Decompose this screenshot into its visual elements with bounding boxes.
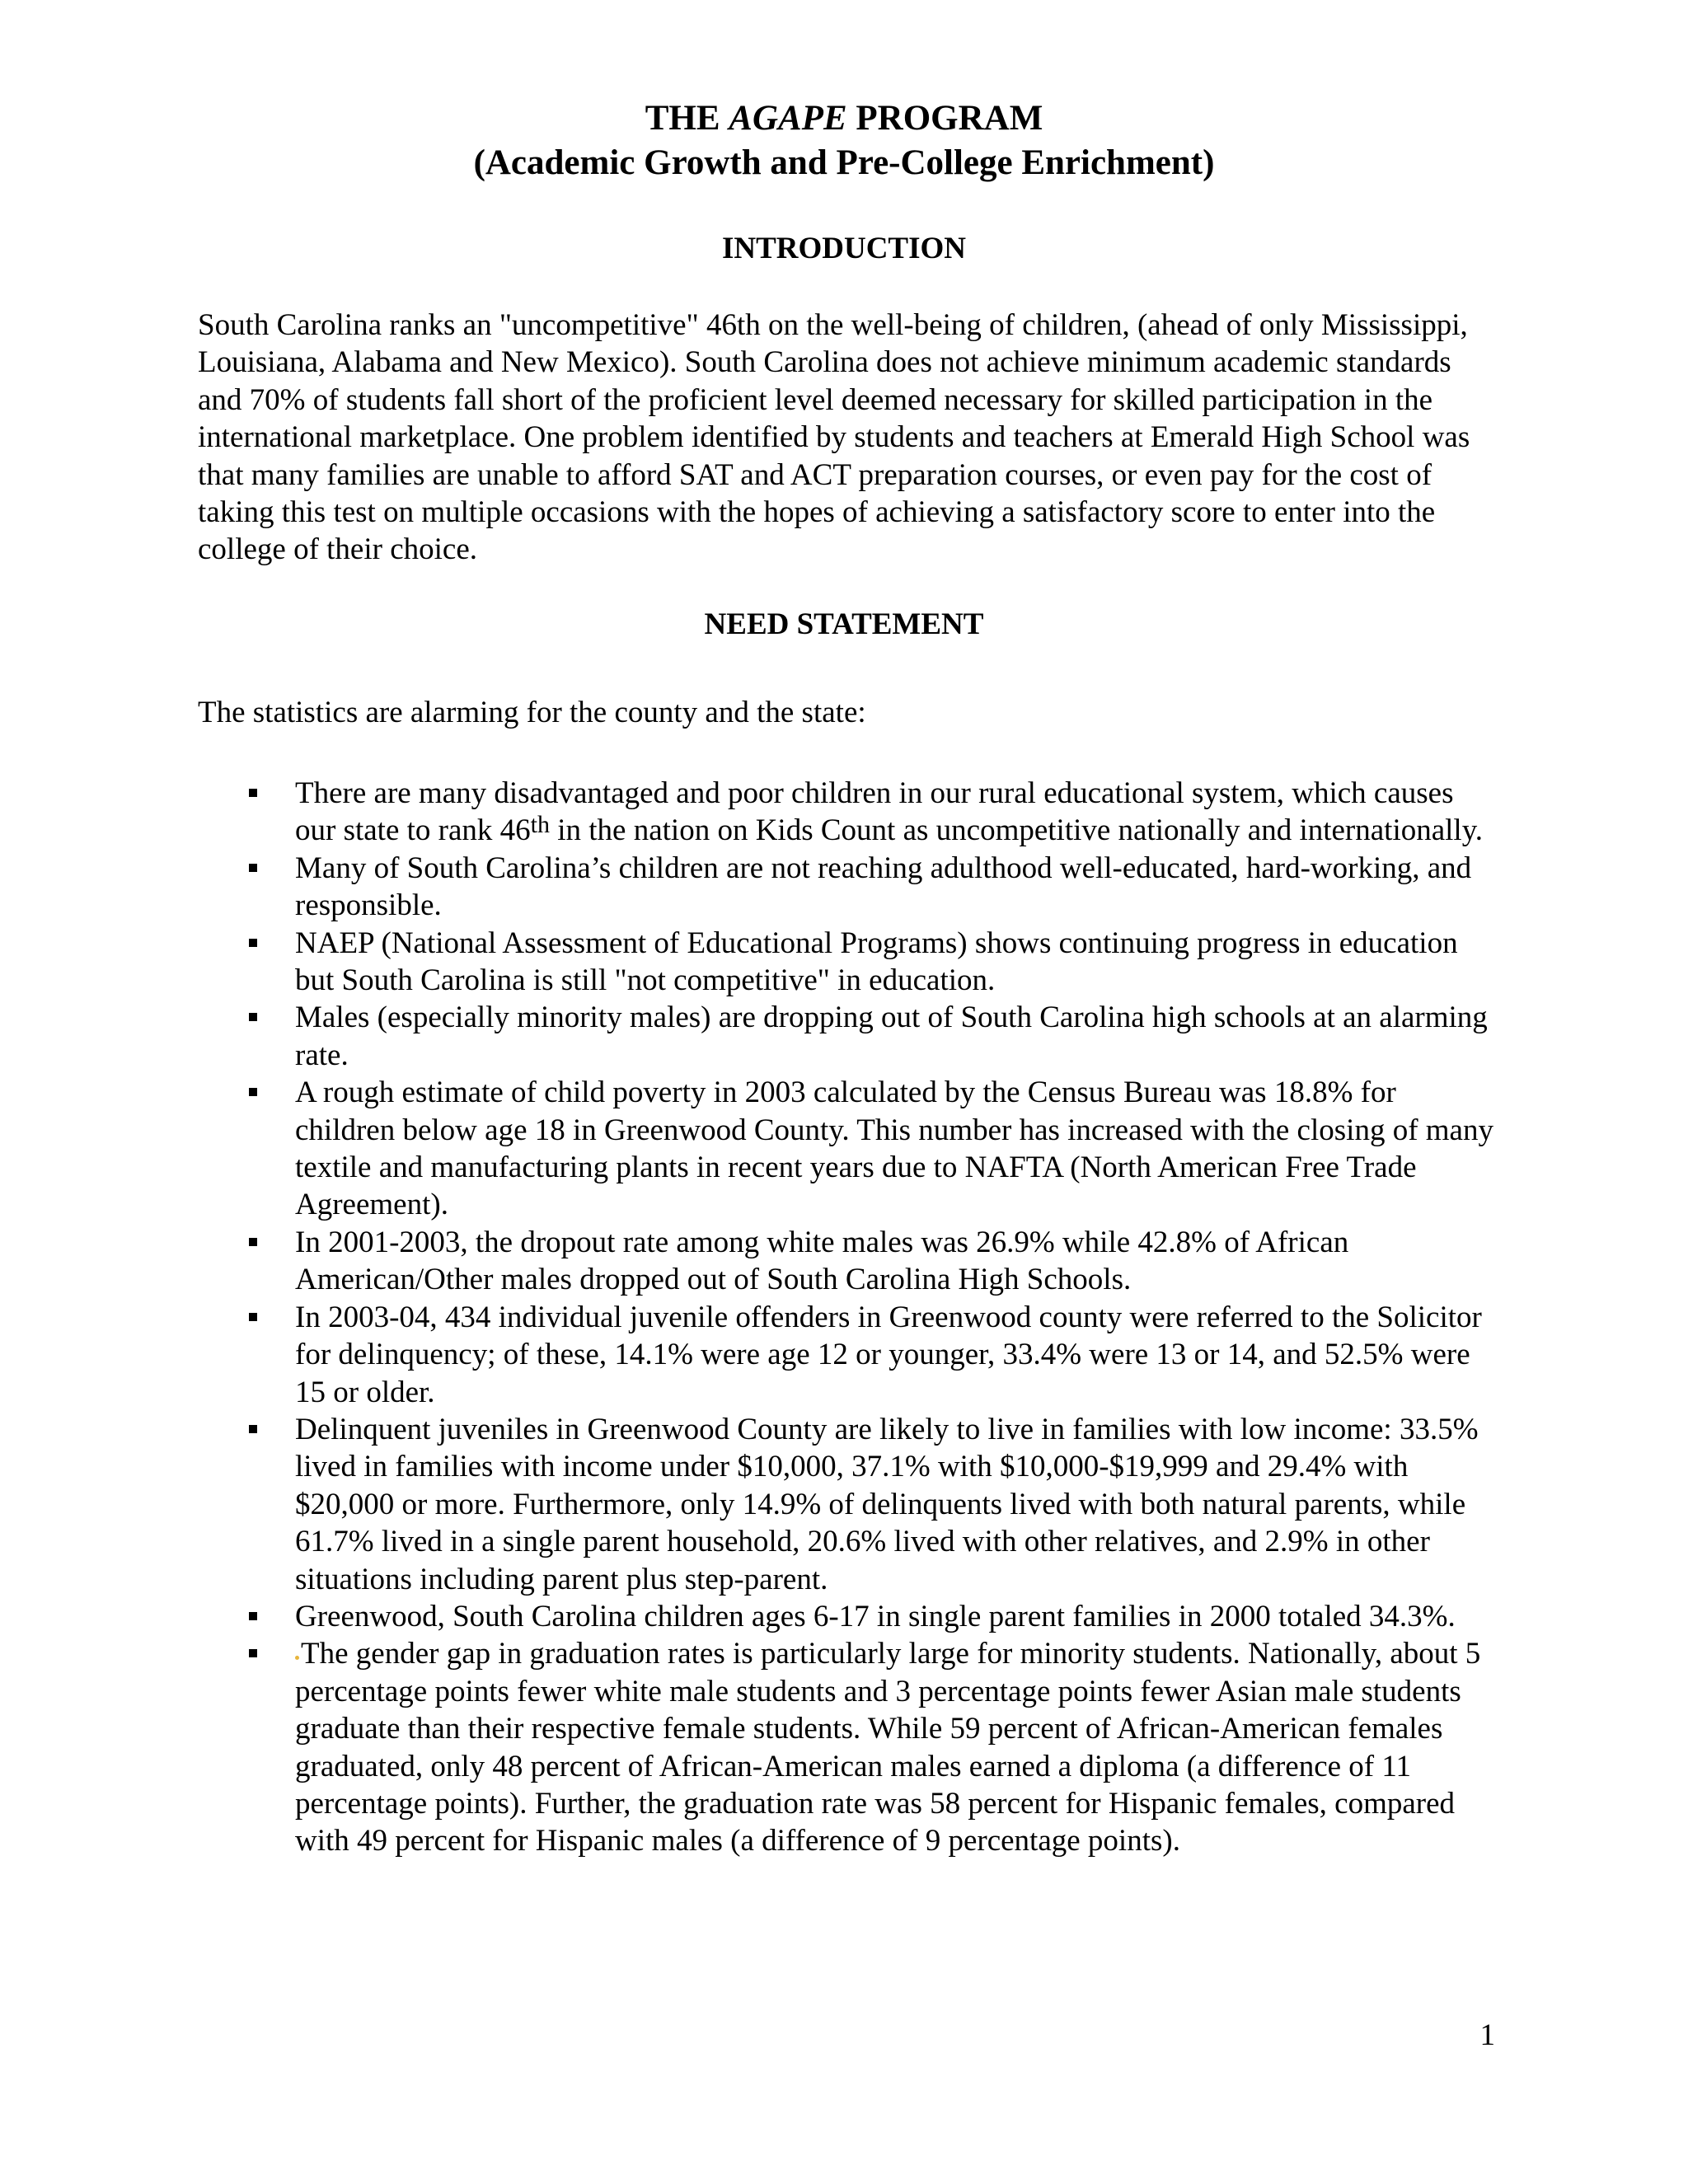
list-item [198, 1598, 1500, 1635]
introduction-paragraph: South Carolina ranks an "uncompetitive" 46th on the well-being of children, (ahead of only Mississippi, Louisiana, Alabama and New Mexico). South Carolina does not achieve minimum academic standards and 70% of students fall short of the proficient level deemed necessary for skilled participation in the international marketplace. One problem identified by students and teachers at Emerald High School was that many families are unable to afford SAT and ACT preparation courses, or even pay for the cost of taking this test on multiple occasions with the hopes of achieving a satisfactory score to enter into the college of their choice. [198, 308, 1470, 567]
square-bullet-icon [249, 789, 257, 797]
list-item [198, 1299, 1500, 1411]
square-bullet-icon [249, 864, 257, 872]
square-bullet-icon [249, 1425, 257, 1433]
list-item-text: In 2001-2003, the dropout rate among white males was 26.9% while 42.8% of African American/Other males dropped out of South Carolina High Schools. [295, 1225, 1349, 1297]
list-item-text: There are many disadvantaged and poor children in our rural educational system, which causes our state to rank 46 [295, 776, 1454, 848]
need-statement-lead: The statistics are alarming for the county and the state: [198, 696, 866, 729]
title-suffix: PROGRAM [856, 99, 1043, 138]
need-statement-heading: NEED STATEMENT [704, 607, 984, 641]
list-item [198, 850, 1500, 925]
ordinal-superscript: th [530, 811, 550, 839]
square-bullet-icon [249, 1612, 257, 1620]
list-item [198, 1411, 1500, 1598]
title-prefix: THE [645, 99, 720, 138]
square-bullet-icon [249, 1088, 257, 1096]
list-item-text: In 2003-04, 434 individual juvenile offenders in Greenwood county were referred to the Solicitor for delinquency; of these, 14.1% were age 12 or younger, 33.4% were 13 or 14, and 52.5% were 15 or older. [295, 1300, 1482, 1409]
square-bullet-icon [249, 1013, 257, 1021]
square-bullet-icon [249, 1238, 257, 1246]
need-statement-list [198, 775, 1500, 1860]
list-item-text: Delinquent juveniles in Greenwood County are likely to live in families with low income: 33.5% lived in families with income under $10,000, 37.1% with $10,000-$19,999 and 29.4% with $20,000 or more. Furthermore, only 14.9% of delinquents lived with both natural parents, while 61.7% lived in a single parent household, 20.6% lived with other relatives, and 2.9% in other situations including parent plus step-parent. [295, 1412, 1479, 1596]
document-subtitle: (Academic Growth and Pre-College Enrichment) [473, 143, 1215, 182]
square-bullet-icon [249, 1313, 257, 1321]
list-item-text: Males (especially minority males) are dropping out of South Carolina high schools at an alarming rate. [295, 1001, 1488, 1072]
list-item-text: NAEP (National Assessment of Educational Programs) shows continuing progress in education but South Carolina is still "not competitive" in education. [295, 926, 1458, 998]
list-item-text: Greenwood, South Carolina children ages 6-17 in single parent families in 2000 totaled 34.3%. [295, 1599, 1456, 1633]
list-item-text: in the nation on Kids Count as uncompetitive nationally and internationally. [550, 813, 1484, 848]
list-item-text: A rough estimate of child poverty in 2003 calculated by the Census Bureau was 18.8% for children below age 18 in Greenwood County. This number has increased with the closing of many textile and manufacturing plants in recent years due to NAFTA (North American Free Trade Agreement). [295, 1076, 1493, 1222]
title-program-name: AGAPE [729, 99, 847, 138]
list-item [198, 1224, 1500, 1299]
square-bullet-icon [249, 939, 257, 947]
list-item [198, 999, 1500, 1074]
list-item [198, 925, 1500, 1000]
document-title [0, 97, 1688, 140]
list-item [198, 1635, 1500, 1859]
list-item [198, 775, 1500, 850]
list-item-text: Many of South Carolina’s children are not reaching adulthood well-educated, hard-working, and responsible. [295, 851, 1472, 923]
list-item-text: The gender gap in graduation rates is particularly large for minority students. Nationally, about 5 percentage points fewer white male students and 3 percentage points fewer Asian male students graduate than their respective female students. While 59 percent of African-American females graduated, only 48 percent of African-American males earned a diploma (a difference of 11 percentage points). Further, the graduation rate was 58 percent for Hispanic females, compared with 49 percent for Hispanic males (a difference of 9 percentage points). [295, 1637, 1481, 1858]
introduction-heading: INTRODUCTION [721, 232, 967, 265]
page-number: 1 [1479, 2018, 1495, 2052]
annotation-dot-icon [295, 1656, 299, 1660]
square-bullet-icon [249, 1649, 257, 1657]
list-item [198, 1074, 1500, 1224]
